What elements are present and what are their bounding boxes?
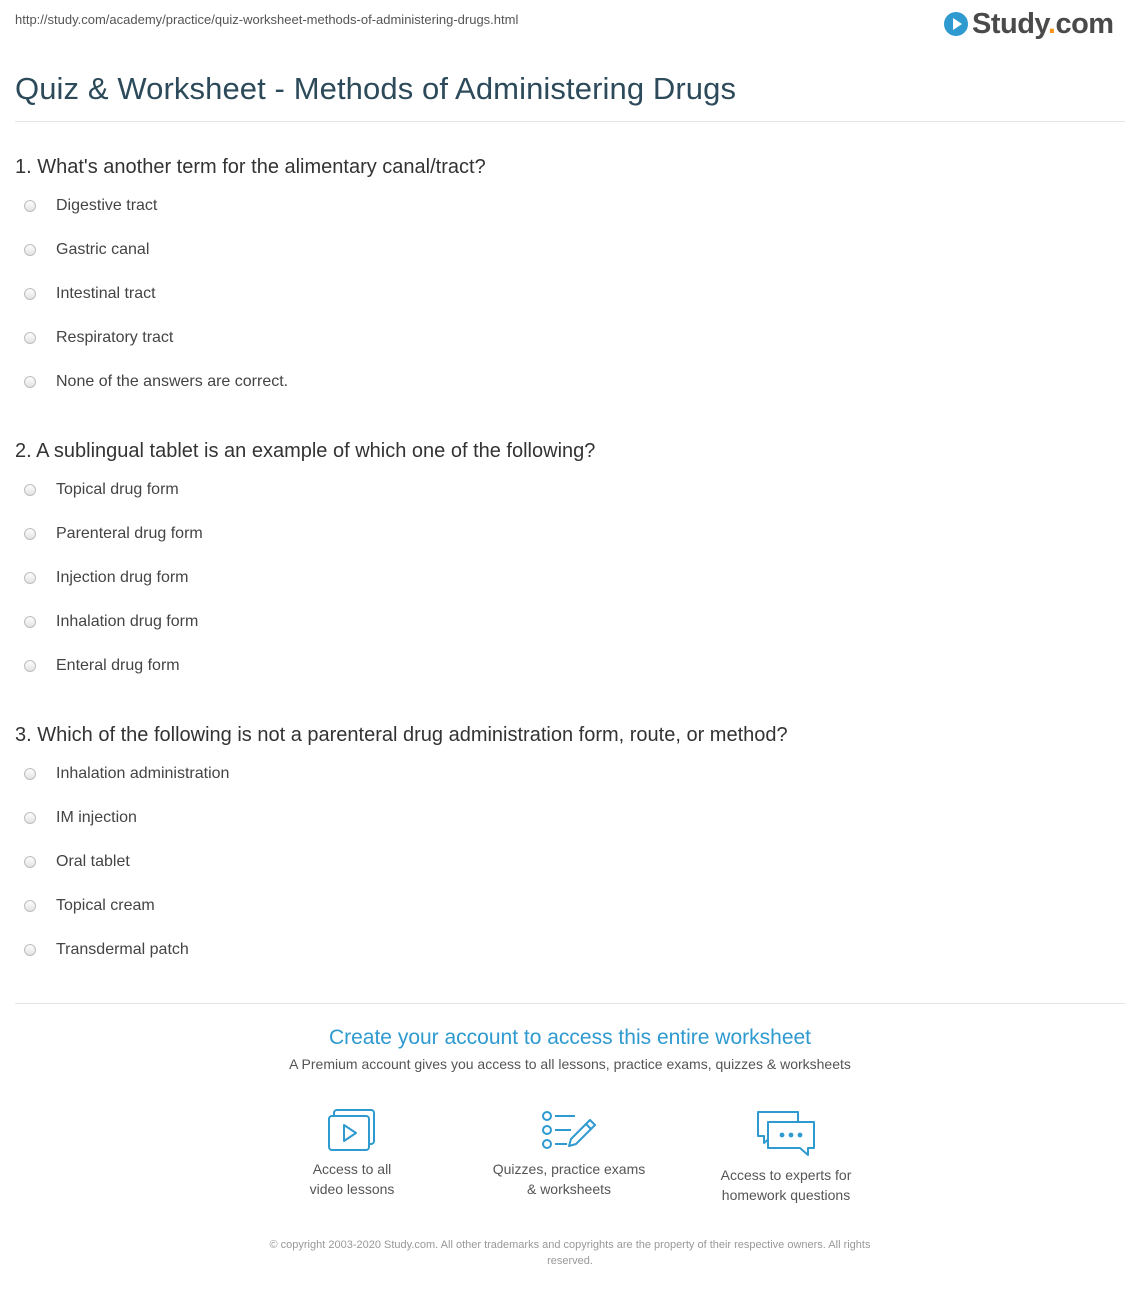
answer-label: Inhalation administration [56,765,230,782]
copyright-line: reserved. [547,1255,593,1267]
quiz-checklist-icon [541,1108,597,1152]
radio-button[interactable] [24,856,36,868]
questions-divider [15,1003,1125,1004]
radio-button[interactable] [24,484,36,496]
answer-label: Topical drug form [56,481,179,498]
answer-options [15,764,1125,984]
page-title: Quiz & Worksheet - Methods of Administering Drugs [15,71,737,106]
radio-button[interactable] [24,616,36,628]
radio-button[interactable] [24,572,36,584]
feature-label-line: Access to all [312,1161,392,1177]
feature-label-line: & worksheets [526,1181,612,1197]
radio-button[interactable] [24,812,36,824]
cta-title-link[interactable]: Create your account to access this entire worksheet [328,1026,812,1049]
answer-label: Oral tablet [56,853,130,870]
play-logo-icon [944,12,968,36]
feature-quizzes [469,1108,669,1199]
answer-label: Enteral drug form [56,657,180,674]
question-1 [15,156,1125,416]
answer-option[interactable] [15,328,1125,372]
answer-label: Inhalation drug form [56,613,199,630]
answer-options [15,480,1125,700]
answer-label: Intestinal tract [56,285,156,302]
answer-label: Gastric canal [56,241,150,258]
radio-button[interactable] [24,900,36,912]
feature-label-line: Quizzes, practice exams [492,1161,646,1177]
answer-label: Transdermal patch [56,941,189,958]
answer-option[interactable] [15,612,1125,656]
logo-name: Study [972,7,1048,40]
radio-button[interactable] [24,944,36,956]
copyright-line: © copyright 2003-2020 Study.com. All other trademarks and copyrights are the property of their respective owners. All rights [269,1239,871,1251]
feature-label-line: Access to experts for [720,1167,852,1183]
answer-option[interactable] [15,764,1125,808]
radio-button[interactable] [24,660,36,672]
radio-button[interactable] [24,332,36,344]
feature-label-line: video lessons [309,1181,395,1197]
video-lessons-icon [327,1108,377,1152]
radio-button[interactable] [24,768,36,780]
answer-option[interactable] [15,240,1125,284]
feature-experts [686,1108,886,1205]
question-text: 2. A sublingual tablet is an example of which one of the following? [15,440,596,462]
chat-bubbles-icon [754,1108,818,1158]
question-text: 1. What's another term for the alimentary canal/tract? [15,156,486,178]
radio-button[interactable] [24,528,36,540]
page-url: http://study.com/academy/practice/quiz-worksheet-methods-of-administering-drugs.html [15,12,519,27]
answer-label: Digestive tract [56,197,158,214]
answer-option[interactable] [15,568,1125,612]
answer-option[interactable] [15,808,1125,852]
answer-option[interactable] [15,480,1125,524]
signup-cta [0,1026,1140,1072]
radio-button[interactable] [24,288,36,300]
question-text: 3. Which of the following is not a parenteral drug administration form, route, or method? [15,724,788,746]
study-logo[interactable] [944,6,1114,42]
answer-label: Parenteral drug form [56,525,203,542]
logo-text [972,8,1114,41]
radio-button[interactable] [24,244,36,256]
answer-option[interactable] [15,284,1125,328]
feature-label [686,1165,886,1205]
answer-options [15,196,1125,416]
answer-label: Injection drug form [56,569,189,586]
feature-label [252,1159,452,1199]
answer-label: None of the answers are correct. [56,373,289,390]
logo-tld: com [1055,7,1114,40]
logo-dot: . [1047,7,1056,40]
radio-button[interactable] [24,200,36,212]
answer-label: Respiratory tract [56,329,174,346]
feature-video-lessons [252,1108,452,1199]
answer-option[interactable] [15,656,1125,700]
radio-button[interactable] [24,376,36,388]
feature-label [469,1159,669,1199]
answer-option[interactable] [15,896,1125,940]
answer-option[interactable] [15,524,1125,568]
feature-label-line: homework questions [721,1187,851,1203]
title-divider [15,121,1125,122]
answer-label: IM injection [56,809,137,826]
answer-label: Topical cream [56,897,155,914]
answer-option[interactable] [15,196,1125,240]
question-2 [15,440,1125,700]
answer-option[interactable] [15,852,1125,896]
answer-option[interactable] [15,372,1125,416]
copyright-notice [200,1237,940,1269]
question-3 [15,724,1125,984]
answer-option[interactable] [15,940,1125,984]
cta-subtitle: A Premium account gives you access to all lessons, practice exams, quizzes & worksheets [289,1056,851,1072]
